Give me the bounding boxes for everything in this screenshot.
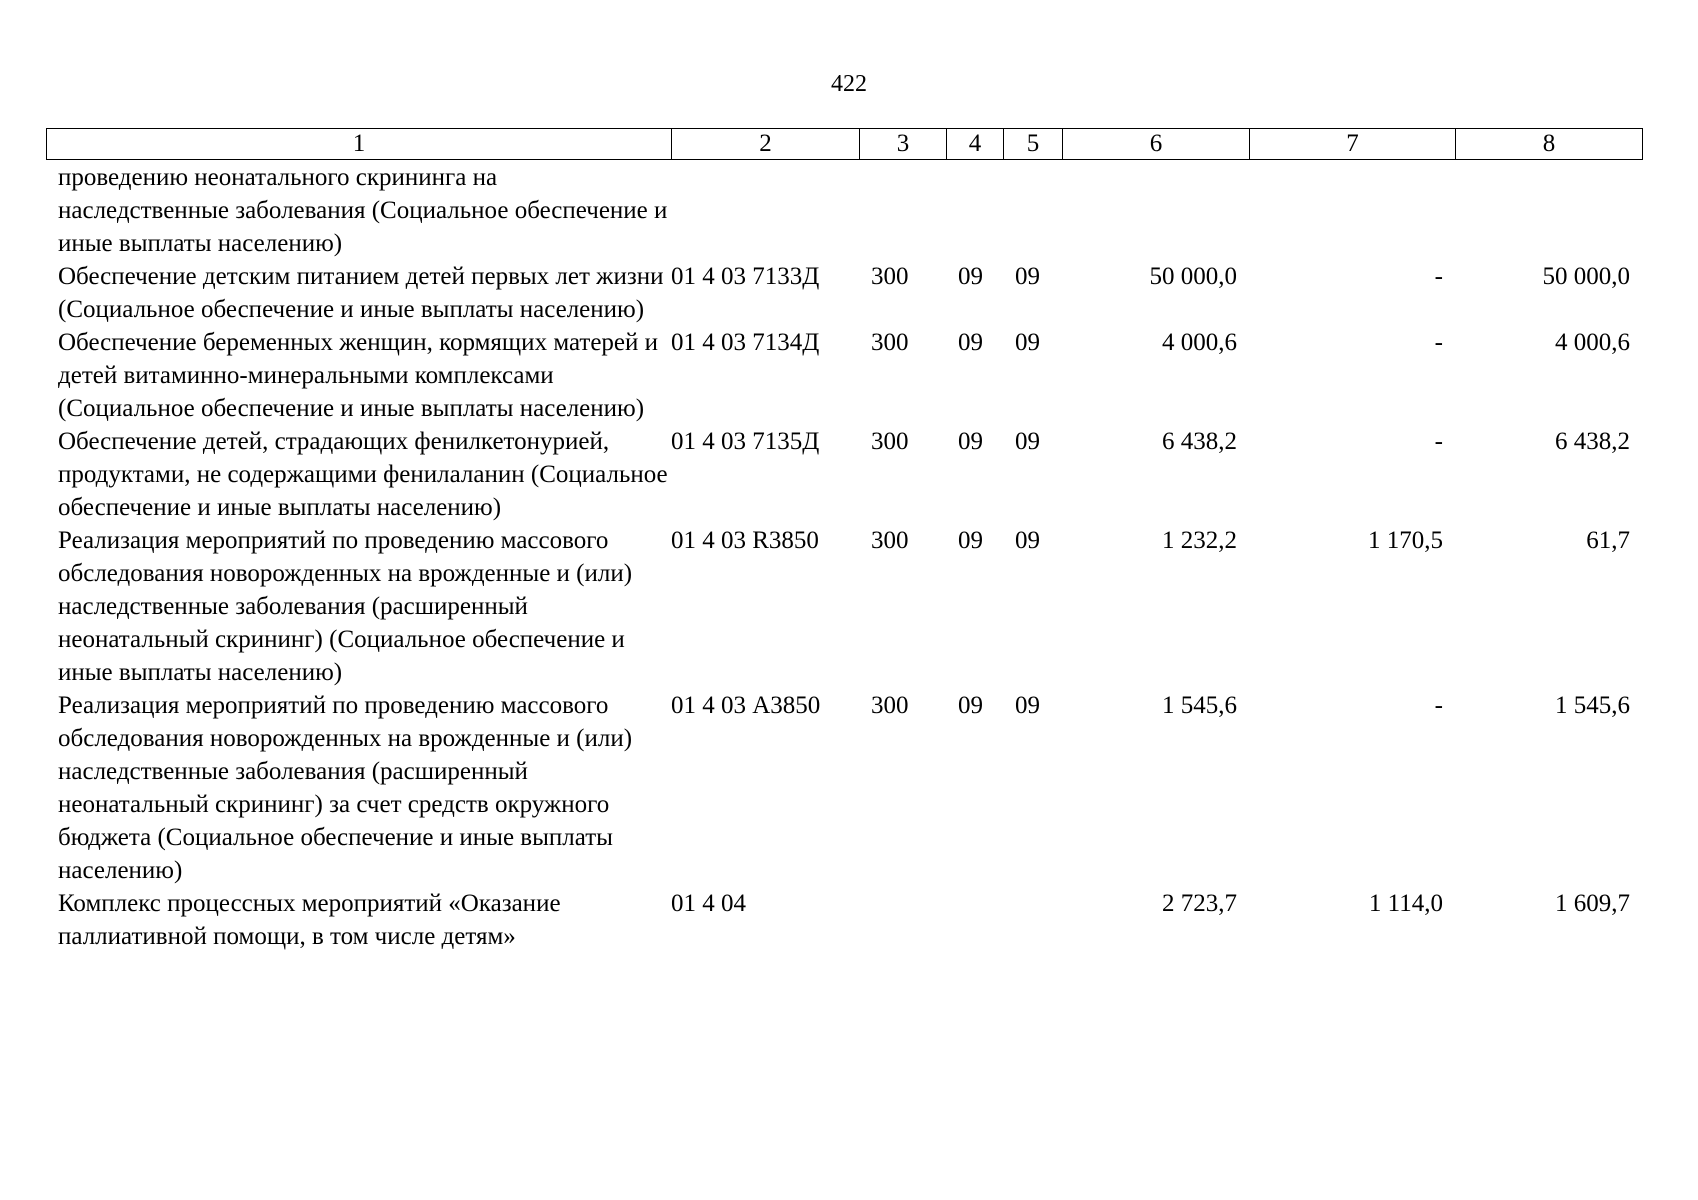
row-target-code: 01 4 03 А3850 bbox=[671, 692, 821, 719]
row-target-code: 01 4 03 7133Д bbox=[671, 263, 820, 290]
row-target-code: 01 4 03 7135Д bbox=[671, 428, 820, 455]
row-target-code: 01 4 03 R3850 bbox=[671, 527, 819, 554]
row-expense-type: 300 bbox=[871, 329, 909, 356]
row-amount-regional bbox=[1455, 161, 1642, 260]
row-description: Комплекс процессных мероприятий «Оказание паллиативной помощи, в том числе детям» bbox=[58, 890, 561, 950]
column-header-2: 2 bbox=[672, 129, 860, 160]
row-subsection: 09 bbox=[1015, 428, 1040, 455]
row-target-code bbox=[671, 161, 859, 260]
row-amount-total: 1 232,2 bbox=[1162, 527, 1237, 554]
row-amount-total bbox=[1062, 161, 1249, 260]
row-expense-type: 300 bbox=[871, 527, 909, 554]
table-row bbox=[46, 326, 1642, 425]
row-expense-type: 300 bbox=[871, 692, 909, 719]
row-amount-regional: 4 000,6 bbox=[1555, 329, 1630, 356]
row-amount-federal: - bbox=[1434, 329, 1443, 356]
row-amount-federal: - bbox=[1434, 692, 1443, 719]
row-section: 09 bbox=[958, 263, 983, 290]
row-description: Обеспечение детским питанием детей первых лет жизни (Социальное обеспечение и иные выплаты населению) bbox=[58, 263, 664, 323]
column-header-row bbox=[47, 129, 1643, 160]
row-expense-type: 300 bbox=[871, 263, 909, 290]
row-subsection: 09 bbox=[1015, 692, 1040, 719]
row-amount-total: 4 000,6 bbox=[1162, 329, 1237, 356]
table-row bbox=[46, 161, 1642, 260]
row-target-code: 01 4 03 7134Д bbox=[671, 329, 820, 356]
page-number: 422 bbox=[831, 71, 867, 97]
row-description: Реализация мероприятий по проведению массового обследования новорожденных на врожденные и (или) наследственные заболевания (расширенный неонатальный скрининг) (Социальное обеспечение и иные выплаты населению) bbox=[58, 527, 633, 686]
row-subsection: 09 bbox=[1015, 329, 1040, 356]
row-amount-total: 6 438,2 bbox=[1162, 428, 1237, 455]
column-header-4: 4 bbox=[947, 129, 1004, 160]
table-row bbox=[46, 425, 1642, 524]
table-row bbox=[46, 524, 1642, 689]
row-target-code: 01 4 04 bbox=[671, 890, 746, 917]
row-section: 09 bbox=[958, 692, 983, 719]
row-subsection bbox=[1003, 887, 1062, 953]
row-description: Обеспечение беременных женщин, кормящих матерей и детей витаминно-минеральными комплексами (Социальное обеспечение и иные выплаты населению) bbox=[58, 329, 659, 422]
row-amount-federal bbox=[1249, 161, 1455, 260]
row-section: 09 bbox=[958, 329, 983, 356]
row-expense-type: 300 bbox=[871, 428, 909, 455]
row-amount-regional: 61,7 bbox=[1586, 527, 1630, 554]
row-amount-total: 50 000,0 bbox=[1149, 263, 1237, 290]
column-header-7: 7 bbox=[1250, 129, 1456, 160]
row-amount-total: 1 545,6 bbox=[1162, 692, 1237, 719]
row-description: проведению неонатального скрининга на наследственные заболевания (Социальное обеспечение и иные выплаты населению) bbox=[58, 164, 668, 257]
row-description: Реализация мероприятий по проведению массового обследования новорожденных на врожденные и (или) наследственные заболевания (расширенный неонатальный скрининг) за счет средств окружного бюджета (Социальное обеспечение и иные выплаты населению) bbox=[58, 692, 633, 884]
column-header-table bbox=[46, 128, 1643, 160]
column-header-8: 8 bbox=[1456, 129, 1643, 160]
row-amount-total: 2 723,7 bbox=[1162, 890, 1237, 917]
column-header-3: 3 bbox=[860, 129, 947, 160]
row-amount-federal: 1 170,5 bbox=[1368, 527, 1443, 554]
row-section bbox=[946, 887, 1003, 953]
row-amount-regional: 1 609,7 bbox=[1555, 890, 1630, 917]
row-section: 09 bbox=[958, 428, 983, 455]
row-subsection bbox=[1003, 161, 1062, 260]
row-section bbox=[946, 161, 1003, 260]
budget-table bbox=[46, 161, 1642, 953]
row-expense-type bbox=[859, 161, 946, 260]
row-subsection: 09 bbox=[1015, 527, 1040, 554]
row-expense-type bbox=[859, 887, 946, 953]
row-amount-regional: 1 545,6 bbox=[1555, 692, 1630, 719]
table-row bbox=[46, 887, 1642, 953]
table-row bbox=[46, 260, 1642, 326]
table-row bbox=[46, 689, 1642, 887]
row-amount-federal: - bbox=[1434, 263, 1443, 290]
row-amount-federal: - bbox=[1434, 428, 1443, 455]
row-subsection: 09 bbox=[1015, 263, 1040, 290]
row-amount-federal: 1 114,0 bbox=[1368, 890, 1443, 917]
column-header-6: 6 bbox=[1063, 129, 1250, 160]
row-description: Обеспечение детей, страдающих фенилкетонурией, продуктами, не содержащими фенилаланин (Социальное обеспечение и иные выплаты населению) bbox=[58, 428, 668, 521]
column-header-5: 5 bbox=[1004, 129, 1063, 160]
row-amount-regional: 50 000,0 bbox=[1542, 263, 1630, 290]
column-header-1: 1 bbox=[47, 129, 672, 160]
row-amount-regional: 6 438,2 bbox=[1555, 428, 1630, 455]
row-section: 09 bbox=[958, 527, 983, 554]
